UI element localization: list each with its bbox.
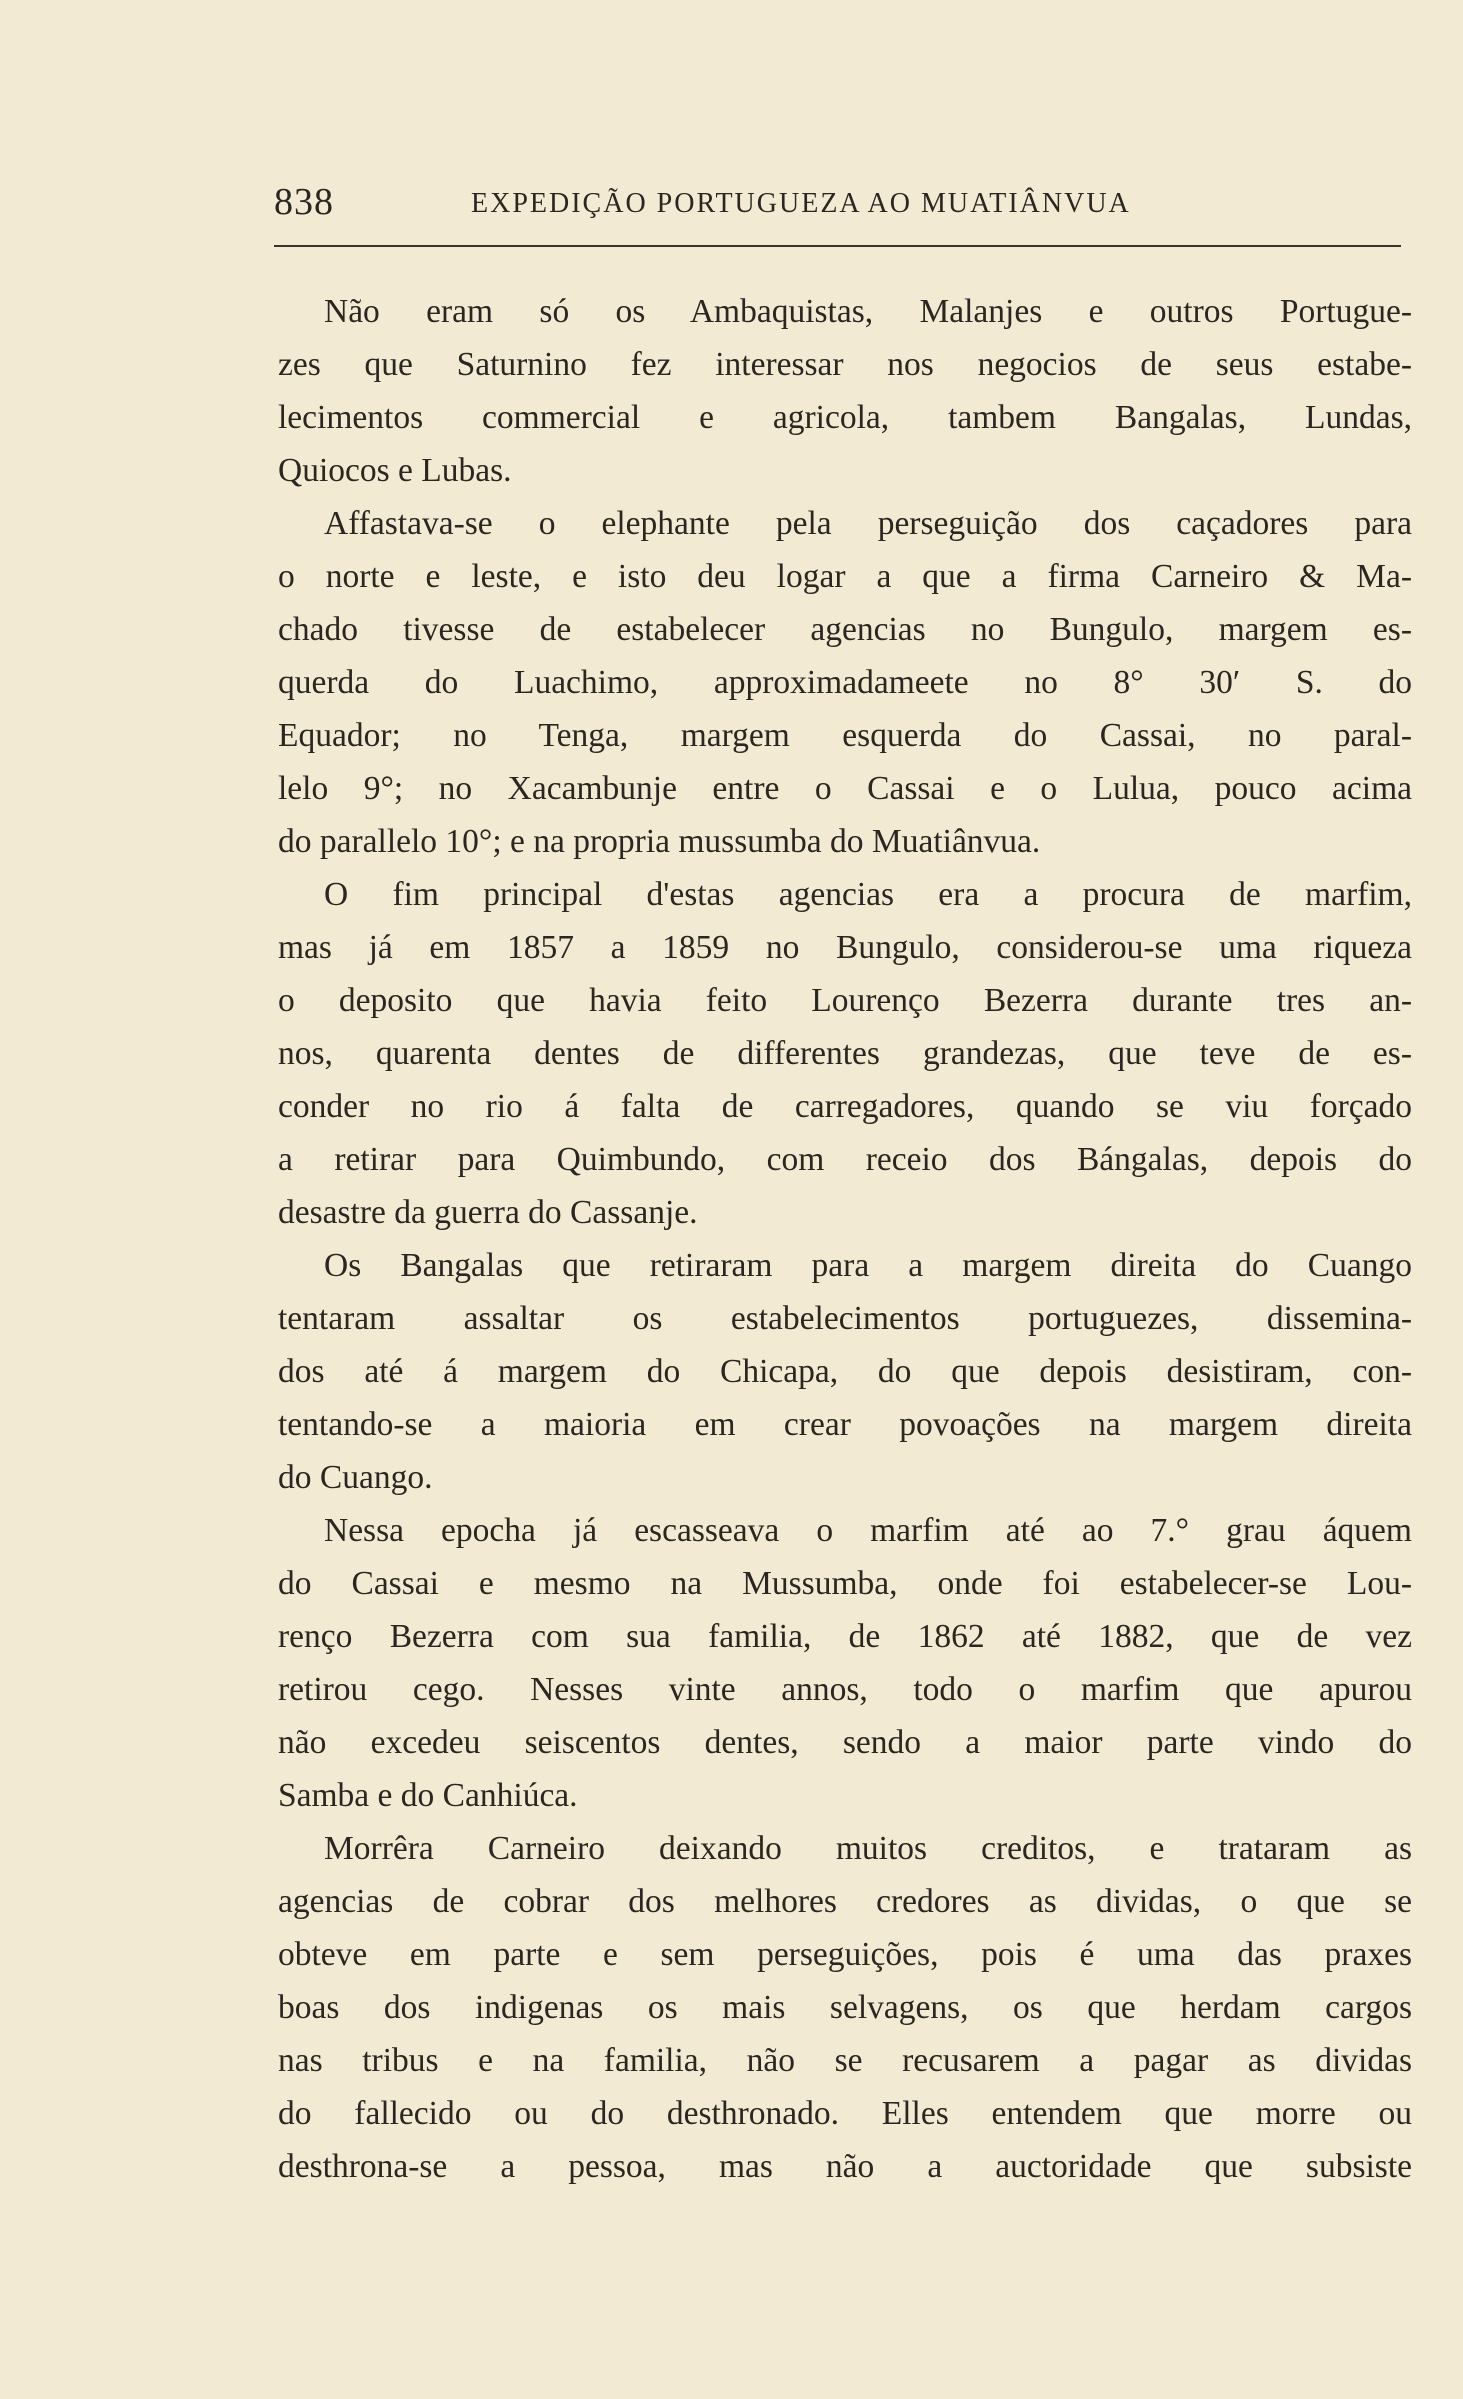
text-line: tentaram assaltar os estabelecimentos portuguezes, dissemina-: [278, 1300, 1412, 1337]
text-line: o deposito que havia feito Lourenço Bezerra durante tres an-: [278, 982, 1412, 1019]
text-line: Não eram só os Ambaquistas, Malanjes e outros Portugue-: [324, 293, 1412, 330]
text-line: do fallecido ou do desthronado. Elles entendem que morre ou: [278, 2095, 1412, 2132]
text-line: não excedeu seiscentos dentes, sendo a maior parte vindo do: [278, 1724, 1412, 1761]
header-rule: [274, 245, 1401, 247]
text-line: querda do Luachimo, approximadameete no 8° 30′ S. do: [278, 664, 1412, 701]
text-line: Quiocos e Lubas.: [278, 452, 512, 489]
text-line: dos até á margem do Chicapa, do que depois desistiram, con-: [278, 1353, 1412, 1390]
text-line: o norte e leste, e isto deu logar a que a firma Carneiro & Ma-: [278, 558, 1412, 595]
text-line: desthrona-se a pessoa, mas não a auctoridade que subsiste: [278, 2148, 1412, 2185]
text-line: conder no rio á falta de carregadores, quando se viu forçado: [278, 1088, 1412, 1125]
text-line: do Cuango.: [278, 1459, 433, 1496]
text-line: a retirar para Quimbundo, com receio dos Bángalas, depois do: [278, 1141, 1412, 1178]
page-header: [274, 180, 1401, 240]
text-line: Equador; no Tenga, margem esquerda do Cassai, no paral-: [278, 717, 1412, 754]
text-line: desastre da guerra do Cassanje.: [278, 1194, 698, 1231]
text-line: Nessa epocha já escasseava o marfim até ao 7.° grau áquem: [324, 1512, 1412, 1549]
text-line: Affastava-se o elephante pela perseguição dos caçadores para: [324, 505, 1412, 542]
text-line: nos, quarenta dentes de differentes grandezas, que teve de es-: [278, 1035, 1412, 1072]
page-number: 838: [274, 181, 334, 223]
text-line: Samba e do Canhiúca.: [278, 1777, 578, 1814]
text-line: lecimentos commercial e agricola, tambem Bangalas, Lundas,: [278, 399, 1412, 436]
text-line: O fim principal d'estas agencias era a procura de marfim,: [324, 876, 1412, 913]
text-line: tentando-se a maioria em crear povoações na margem direita: [278, 1406, 1412, 1443]
text-line: retirou cego. Nesses vinte annos, todo o marfim que apurou: [278, 1671, 1412, 1708]
text-line: agencias de cobrar dos melhores credores as dividas, o que se: [278, 1883, 1412, 1920]
text-line: Os Bangalas que retiraram para a margem direita do Cuango: [324, 1247, 1412, 1284]
text-line: renço Bezerra com sua familia, de 1862 até 1882, que de vez: [278, 1618, 1412, 1655]
text-line: do Cassai e mesmo na Mussumba, onde foi estabelecer-se Lou-: [278, 1565, 1412, 1602]
text-line: boas dos indigenas os mais selvagens, os que herdam cargos: [278, 1989, 1412, 2026]
text-line: Morrêra Carneiro deixando muitos creditos, e trataram as: [324, 1830, 1412, 1867]
body-text: [278, 285, 1412, 2193]
text-line: lelo 9°; no Xacambunje entre o Cassai e o Lulua, pouco acima: [278, 770, 1412, 807]
text-line: do parallelo 10°; e na propria mussumba do Muatiânvua.: [278, 823, 1041, 860]
text-line: chado tivesse de estabelecer agencias no Bungulo, margem es-: [278, 611, 1412, 648]
text-line: mas já em 1857 a 1859 no Bungulo, considerou-se uma riqueza: [278, 929, 1412, 966]
text-line: zes que Saturnino fez interessar nos negocios de seus estabe-: [278, 346, 1412, 383]
text-line: nas tribus e na familia, não se recusarem a pagar as dividas: [278, 2042, 1412, 2079]
running-title: EXPEDIÇÃO PORTUGUEZA AO MUATIÂNVUA: [471, 188, 1131, 219]
text-line: obteve em parte e sem perseguições, pois é uma das praxes: [278, 1936, 1412, 1973]
